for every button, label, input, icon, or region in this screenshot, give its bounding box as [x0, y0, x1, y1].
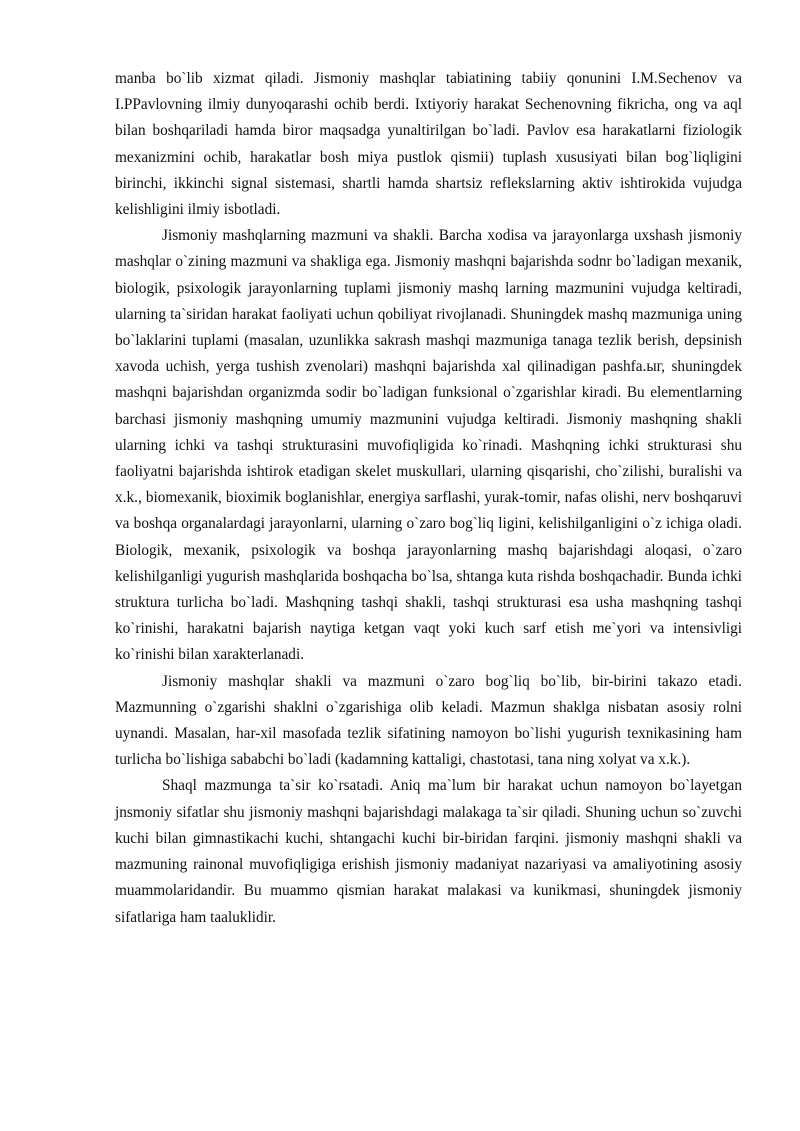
paragraph-content-and-form: Jismoniy mashqlarning mazmuni va shakli. Barcha xodisa va jarayonlarga uxshash jismoniy mashqlar o`zining mazmuni va shakliga ega. Jismoniy mashqni bajarishda sodnr bo`ladigan mexanik, biologik, psixologik jarayonlarning tuplami jismoniy mashq larning mazmunini vujudga keltiradi, ularning ta`siridan harakat faoliyati uchun qobiliyat rivojlanadi. Shuningdek mashq mazmuniga uning bo`laklarini tuplami (masalan, uzunlikka sakrash mashqi mazmuniga tanaga tezlik berish, depsinish xavoda uchish, yerga tushish zvenolari) mashqni bajarishda xal qilinadigan pashfa.ыг, shuningdek mashqni bajarishdan organizmda sodir bo`ladigan funksional o`zgarishlar kiradi. Bu elementlarning barchasi jismoniy mashqning umumiy mazmunini vujudga keltiradi. Jismoniy mashqning shakli ularning ichki va tashqi strukturasini muvofiqligida ko`rinadi. Mashqning ichki strukturasi shu faoliyatni bajarishda ishtirok etadigan skelet muskullari, ularning qisqarishi, cho`zilishi, buralishi va x.k., biomexanik, bioximik boglanishlar, energiya sarflashi, yurak-tomir, nafas olishi, nerv boshqaruvi va boshqa organalardagi jarayonlarni, ularning o`zaro bog`liq ligini, kelishilganligini o`z ichiga oladi. Biologik, mexanik, psixologik va boshqa jarayonlarning mashq bajarishdagi aloqasi, o`zaro kelishilganligi yugurish mashqlarida boshqacha bo`lsa, shtanga kuta rishda boshqachadir. Bunda ichki struktura turlicha bo`ladi. Mashqning tashqi shakli, tashqi strukturasi esa usha mashqning tashqi ko`rinishi, harakatni bajarish naytiga ketgan vaqt yoki kuch sarf etish me`yori va intensivligi ko`rinishi bilan xarakterlanadi. [115, 227, 742, 664]
document-page [115, 66, 742, 931]
paragraph-interdependence: Jismoniy mashqlar shakli va mazmuni o`zaro bog`liq bo`lib, bir-birini takazo etadi. Mazmunning o`zgarishi shaklni o`zgarishiga olib keladi. Mazmun shaklga nisbatan asosiy rolni uynandi. Masalan, har-xil masofada tezlik sifatining namoyon bo`lishi yugurish texnikasining ham turlicha bo`lishiga sababchi bo`ladi (kadamning kattaligi, chastotasi, tana ning xolyat va x.k.). [115, 672, 742, 769]
paragraph-continuation: manba bo`lib xizmat qiladi. Jismoniy mashqlar tabiatining tabiiy qonunini I.M.Sechenov va I.PPavlovning ilmiy dunyoqarashi ochib berdi. Ixtiyoriy harakat Sechenovning fikricha, ong va aql bilan boshqariladi hamda biror maqsadga yunaltirilgan bo`ladi. Pavlov esa harakatlarni fiziologik mexanizmini ochib, harakatlar bosh miya pustlok qismii) tuplash xususiyati bilan bog`liqligini birinchi, ikkinchi signal sistemasi, shartli hamda shartsiz reflekslarning aktiv ishtirokida vujudga kelishligini ilmiy isbotladi. [115, 70, 742, 219]
paragraph-form-influence: Shaql mazmunga ta`sir ko`rsatadi. Aniq ma`lum bir harakat uchun namoyon bo`layetgan jnsmoniy sifatlar shu jismoniy mashqni bajarishdagi malakaga ta`sir qiladi. Shuning uchun so`zuvchi kuchi bilan gimnastikachi kuchi, shtangachi kuchi bir-biridan farqini. jismoniy mashqni shakli va mazmuning rainonal muvofiqligiga erishish jismoniy madaniyat nazariyasi va amaliyotining asosiy muammolaridandir. Bu muammo qismian harakat malakasi va kunikmasi, shuningdek jismoniy sifatlariga ham taaluklidir. [115, 777, 742, 926]
